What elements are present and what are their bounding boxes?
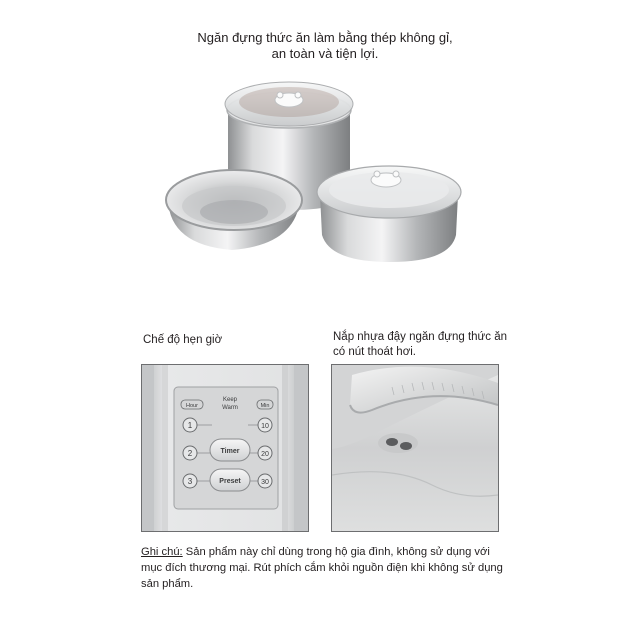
lidded-bowl [317,166,461,262]
svg-text:Timer: Timer [220,448,240,455]
hour-label: Hour [186,403,198,409]
caption-line-2: an toàn và tiện lợi. [271,46,379,61]
caption-line-1: Ngăn đựng thức ăn làm bằng thép không gỉ, [197,30,453,45]
preset-button[interactable] [210,469,250,491]
hour-indicator-3 [183,474,197,488]
hour-indicator-1 [183,418,197,432]
product-caption [150,30,500,62]
svg-text:2: 2 [187,449,193,458]
timer-mode-label: Chế độ hẹn giờ [143,334,223,346]
svg-text:Preset: Preset [219,478,241,485]
timer-button[interactable] [210,439,250,461]
note-label: Ghi chú: [141,546,183,558]
svg-text:1: 1 [187,421,193,430]
keep-warm-label-2: Warm [222,405,238,411]
timer-panel-photo [141,364,309,532]
note-text: Sản phẩm này chỉ dùng trong hộ gia đình, không sử dụng với mục đích thương mại. Rút phích cắm khỏi nguồn điện khi không sử dụng sản phẩm. [141,546,503,590]
lid-label-line-2: có nút thoát hơi. [333,346,416,358]
min-indicator-30 [258,474,272,488]
svg-text:20: 20 [261,451,269,458]
lid-label-line-1: Nắp nhựa đậy ngăn đựng thức ăn [333,331,507,343]
usage-note [141,544,511,592]
steel-containers-photo [150,70,490,270]
svg-text:10: 10 [261,423,269,430]
min-indicator-20 [258,446,272,460]
lid-vent-photo [331,364,499,532]
min-label: Min [260,403,270,409]
min-indicator-10 [258,418,272,432]
steam-vent-icon [378,433,418,453]
keep-warm-label-1: Keep [222,397,238,403]
svg-text:30: 30 [261,479,269,486]
lid-label [333,330,533,360]
hour-indicator-2 [183,446,197,460]
open-bowl [166,170,302,250]
svg-text:3: 3 [187,477,193,486]
